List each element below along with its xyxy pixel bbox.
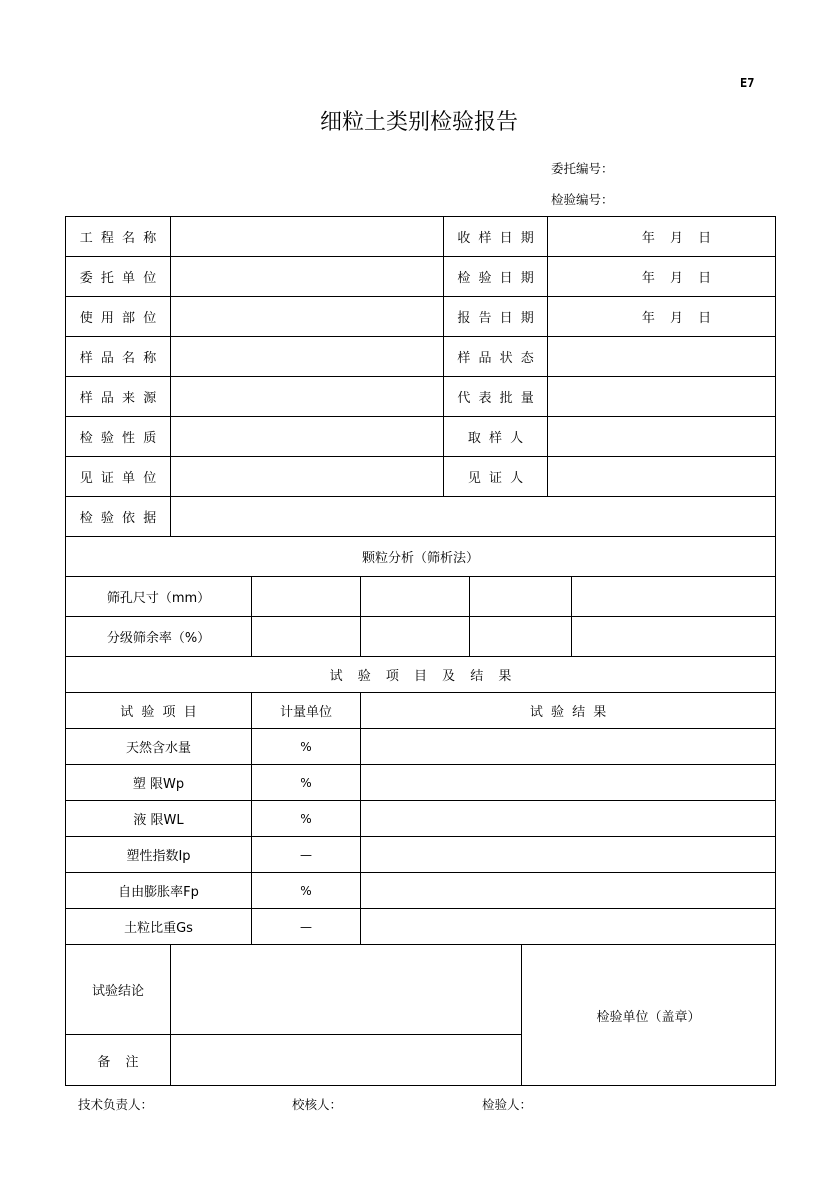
value-test-date[interactable]: 年 月 日 bbox=[548, 257, 776, 297]
info-row-witness bbox=[66, 457, 776, 497]
signature-inspector: 检验人： bbox=[482, 1097, 533, 1112]
label-sample-name: 样 品 名 称 bbox=[66, 337, 171, 377]
test-row bbox=[66, 837, 776, 873]
value-sieve-size-2[interactable] bbox=[361, 577, 470, 617]
col-header-test-result: 试 验 结 果 bbox=[361, 693, 776, 729]
value-batch-quantity[interactable] bbox=[548, 377, 776, 417]
test-item-result[interactable] bbox=[361, 837, 776, 873]
value-sample-received-date[interactable]: 年 月 日 bbox=[548, 217, 776, 257]
tests-section-header bbox=[66, 657, 776, 693]
label-sample-received-date: 收 样 日 期 bbox=[444, 217, 548, 257]
document-code: E7 bbox=[740, 76, 755, 90]
value-sample-condition[interactable] bbox=[548, 337, 776, 377]
sieve-retained-row bbox=[66, 617, 776, 657]
test-item-name: 塑性指数Ip bbox=[66, 837, 252, 873]
test-item-result[interactable] bbox=[361, 801, 776, 837]
info-row-basis bbox=[66, 497, 776, 537]
label-sample-condition: 样 品 状 态 bbox=[444, 337, 548, 377]
test-item-unit: % bbox=[252, 873, 361, 909]
report-table bbox=[65, 216, 776, 1086]
test-item-unit: — bbox=[252, 837, 361, 873]
label-witness-person: 见 证 人 bbox=[444, 457, 548, 497]
col-header-unit: 计量单位 bbox=[252, 693, 361, 729]
value-retained-rate-3[interactable] bbox=[470, 617, 572, 657]
value-retained-rate-2[interactable] bbox=[361, 617, 470, 657]
value-client-unit[interactable] bbox=[171, 257, 444, 297]
value-sieve-size-3[interactable] bbox=[470, 577, 572, 617]
test-item-unit: % bbox=[252, 765, 361, 801]
testing-unit-stamp: 检验单位（盖章） bbox=[522, 945, 776, 1086]
test-row bbox=[66, 909, 776, 945]
test-item-result[interactable] bbox=[361, 765, 776, 801]
sieve-analysis-title: 颗粒分析（筛析法） bbox=[66, 537, 776, 577]
info-row-sample-source bbox=[66, 377, 776, 417]
label-usage-location: 使 用 部 位 bbox=[66, 297, 171, 337]
label-sample-source: 样 品 来 源 bbox=[66, 377, 171, 417]
test-item-name: 自由膨胀率Fp bbox=[66, 873, 252, 909]
signature-tech-lead: 技术负责人： bbox=[78, 1097, 154, 1112]
label-retained-rate: 分级筛余率（%） bbox=[66, 617, 252, 657]
test-item-unit: % bbox=[252, 801, 361, 837]
value-sample-name[interactable] bbox=[171, 337, 444, 377]
info-row-client bbox=[66, 257, 776, 297]
sieve-section-header bbox=[66, 537, 776, 577]
sieve-size-row bbox=[66, 577, 776, 617]
test-item-name: 土粒比重Gs bbox=[66, 909, 252, 945]
col-header-test-item: 试 验 项 目 bbox=[66, 693, 252, 729]
tests-column-header bbox=[66, 693, 776, 729]
test-row bbox=[66, 873, 776, 909]
label-report-date: 报 告 日 期 bbox=[444, 297, 548, 337]
value-project-name[interactable] bbox=[171, 217, 444, 257]
label-conclusion: 试验结论 bbox=[66, 945, 171, 1035]
info-row-project bbox=[66, 217, 776, 257]
value-sample-source[interactable] bbox=[171, 377, 444, 417]
test-item-name: 液 限WL bbox=[66, 801, 252, 837]
label-batch-quantity: 代 表 批 量 bbox=[444, 377, 548, 417]
value-sampler[interactable] bbox=[548, 417, 776, 457]
label-sieve-size: 筛孔尺寸（mm） bbox=[66, 577, 252, 617]
test-row bbox=[66, 765, 776, 801]
info-row-test-nature bbox=[66, 417, 776, 457]
value-witness-unit[interactable] bbox=[171, 457, 444, 497]
signature-reviewer: 校核人： bbox=[292, 1097, 343, 1112]
test-number-label: 检验编号： bbox=[551, 192, 614, 207]
value-sieve-size-4[interactable] bbox=[572, 577, 776, 617]
value-remarks[interactable] bbox=[171, 1035, 522, 1086]
value-test-basis[interactable] bbox=[171, 497, 776, 537]
label-test-date: 检 验 日 期 bbox=[444, 257, 548, 297]
conclusion-row bbox=[66, 945, 776, 1035]
entrust-number-label: 委托编号： bbox=[551, 161, 614, 176]
info-row-usage bbox=[66, 297, 776, 337]
value-retained-rate-1[interactable] bbox=[252, 617, 361, 657]
label-witness-unit: 见 证 单 位 bbox=[66, 457, 171, 497]
test-item-name: 塑 限Wp bbox=[66, 765, 252, 801]
test-row bbox=[66, 729, 776, 765]
value-sieve-size-1[interactable] bbox=[252, 577, 361, 617]
test-item-result[interactable] bbox=[361, 909, 776, 945]
test-item-result[interactable] bbox=[361, 729, 776, 765]
label-test-basis: 检 验 依 据 bbox=[66, 497, 171, 537]
info-row-sample-name bbox=[66, 337, 776, 377]
report-title: 细粒土类别检验报告 bbox=[319, 110, 518, 135]
value-witness-person[interactable] bbox=[548, 457, 776, 497]
test-item-unit: — bbox=[252, 909, 361, 945]
value-report-date[interactable]: 年 月 日 bbox=[548, 297, 776, 337]
label-project-name: 工 程 名 称 bbox=[66, 217, 171, 257]
value-usage-location[interactable] bbox=[171, 297, 444, 337]
label-client-unit: 委 托 单 位 bbox=[66, 257, 171, 297]
label-sampler: 取 样 人 bbox=[444, 417, 548, 457]
test-item-unit: % bbox=[252, 729, 361, 765]
test-item-result[interactable] bbox=[361, 873, 776, 909]
label-remarks: 备 注 bbox=[66, 1035, 171, 1086]
value-conclusion[interactable] bbox=[171, 945, 522, 1035]
test-item-name: 天然含水量 bbox=[66, 729, 252, 765]
value-test-nature[interactable] bbox=[171, 417, 444, 457]
label-test-nature: 检 验 性 质 bbox=[66, 417, 171, 457]
value-retained-rate-4[interactable] bbox=[572, 617, 776, 657]
test-row bbox=[66, 801, 776, 837]
tests-section-title: 试 验 项 目 及 结 果 bbox=[66, 657, 776, 693]
